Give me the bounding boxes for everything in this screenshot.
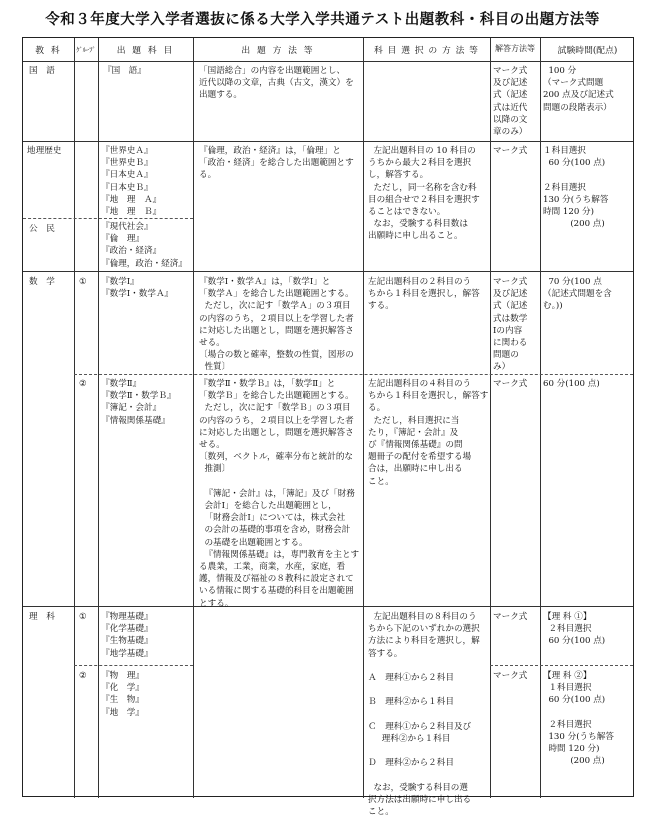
kokugo-kamoku: 『国 語』 [103,66,146,76]
row-divider-chireki [23,141,633,142]
page-title: 令和３年度大学入学者選抜に係る大学入学共通テスト出題教科・科目の出題方法等 [45,11,600,28]
chireki-kaitou: マーク式 [493,146,528,156]
koumin-kamoku: 『現代社会』 『倫 理』 『政治・経済』 『倫理，政治・経済』 [101,222,187,269]
col-divider-houhou [193,38,194,798]
suugaku-kyoka: 数 学 [29,277,55,287]
chireki-jikan: １科目選択 60 分(100 点) ２科目選択 130 分(うち解答 時間 120 分) (200 点) [543,146,609,230]
exam-table [22,37,634,818]
chireki-sentaku: 左記出題科目の 10 科目の うちから最大２科目を選択 し，解答する。 ただし，同一名称を含む科 目の組合せで２科目を選択す ることはできない。 なお，受験する科目数は 出願時に申し出ること。 [368,146,480,242]
rika2-group: ② [79,671,87,681]
koumin-kyoka: 公 民 [29,224,55,234]
rika1-jikan: 【理 科 ①】 ２科目選択 60 分(100 点) [543,612,606,647]
header-group: ｸﾞﾙｰﾌﾟ [76,46,96,54]
suugaku1-sentaku: 左記出題科目の２科目のう ちから１科目を選択し，解答 する。 [368,277,480,312]
suugaku2-kamoku: 『数学Ⅱ』 『数学Ⅱ・数学Ｂ』 『簿記・会計』 『情報関係基礎』 [101,379,176,426]
row-divider-suugaku2 [74,374,633,375]
rika2-kaitou: マーク式 [493,671,528,681]
header-kyoka: 教 科 [35,46,62,56]
header-sentaku: 科 目 選 択 の 方 法 等 [374,46,479,56]
rika1-kaitou: マーク式 [493,612,528,622]
header-jikan: 試験時間(配点) [557,46,618,56]
chireki-kamoku: 『世界史Ａ』 『世界史Ｂ』 『日本史Ａ』 『日本史Ｂ』 『地 理 Ａ』 『地 理 Ｂ』 [101,146,162,218]
suugaku1-kaitou: マーク式 及び記述 式（記述 式は数学 Ⅰの内容 に関わる 問題の み） [493,277,528,373]
col-divider-kaitou [490,38,491,798]
rika2-kamoku: 『物 理』 『化 学』 『生 物』 『地 学』 [101,671,144,718]
header-kamoku: 出 題 科 目 [116,46,175,56]
rika-kyoka: 理 科 [29,612,55,622]
kokugo-kyoka: 国 語 [29,66,55,76]
suugaku1-group: ① [79,277,87,287]
chireki-kyoka: 地理歴史 [27,146,62,156]
suugaku1-houhou: 『数学Ⅰ・数学Ａ』は，「数学Ⅰ」と 「数学Ａ」を総合した出題範囲とする。 ただし，次に記す「数学Ａ」の３項目 の内容のうち，２項目以上を学習した者 に対応した出題とし，問題を選択解答さ せる。 〔場合の数と確率，整数の性質，図形の 性質〕 [199,277,354,373]
col-divider-jikan [540,38,541,798]
rika1-kamoku: 『物理基礎』 『化学基礎』 『生物基礎』 『地学基礎』 [101,612,153,659]
header-kaitou: 解答方法等 [495,44,535,53]
suugaku1-jikan: 70 分(100 点 （記述式問題を含 む。)) [543,277,612,312]
row-divider-suugaku [23,271,633,272]
kokugo-jikan: 100 分 （マーク式問題 200 点及び記述式 問題の段階表示） [543,66,614,113]
header-houhou: 出 題 方 法 等 [241,46,315,56]
header-divider [23,61,633,62]
row-divider-rika2-left [74,665,193,666]
col-divider-kamoku [98,38,99,798]
suugaku2-jikan: 60 分(100 点) [543,379,600,389]
col-divider-sentaku [363,38,364,798]
suugaku2-kaitou: マーク式 [493,379,528,389]
kokugo-houhou: 「国語総合」の内容を出題範囲とし、 近代以降の文章，古典（古文，漢文）を 出題する。 [199,66,354,101]
suugaku2-houhou: 『数学Ⅱ・数学Ｂ』は，「数学Ⅱ」と 「数学Ｂ」を総合した出題範囲とする。 ただし，次に記す「数学Ｂ」の３項目 の内容のうち，２項目以上を学習した者 に対応した出題とし，問題を選択解答さ せる。 〔数列，ベクトル，確率分布と統計的な 推測〕 『簿記・会計』は，「簿記」及び「財務 会計Ⅰ」を総合した出題範囲とし， 「財務会計Ⅰ」については，株式会社 の会計の基礎的事項を含め，財務会計 の基礎を出題範囲とする。 『情報関係基礎』は，専門教育を主とす る農業，工業，商業，水産，家庭，看 護，情報及び福祉の８教科に設定されて いる情報に関する基礎的科目を出題範囲 とする。 [199,379,360,609]
kokugo-kaitou: マーク式 及び記述 式（記述 式は近代 以降の文 章のみ） [493,66,528,138]
rika2-jikan: 【理 科 ②】 １科目選択 60 分(100 点) ２科目選択 130 分(うち解答 時間 120 分) (200 点) [543,671,614,767]
chireki-houhou: 『倫理，政治・経済』は，「倫理」と 「政治・経済」を総合した出題範囲とす る。 [199,146,354,181]
suugaku1-kamoku: 『数学Ⅰ』 『数学Ⅰ・数学Ａ』 [101,277,174,300]
rika-sentaku: 左記出題科目の８科目のう ちから下記のいずれかの選択 方法により科目を選択し，解 答する。 Ａ 理科①から２科目 Ｂ 理科②から１科目 Ｃ 理科①から２科目及び 理科②から１科目 Ｄ 理科②から２科目 なお，受験する科目の選 択方法は出願時に申し出る こと。 [368,612,480,818]
row-divider-rika2-right [490,665,633,666]
col-divider-group [74,38,75,798]
suugaku2-sentaku: 左記出題科目の４科目のう ちから１科目を選択し，解答す る。 ただし，科目選択に当 たり，『簿記・会計』及 び『情報関係基礎』の問 題冊子の配付を希望する場 合は，出願時に申し出る こと。 [368,379,489,487]
rika1-group: ① [79,612,87,622]
suugaku2-group: ② [79,379,87,389]
